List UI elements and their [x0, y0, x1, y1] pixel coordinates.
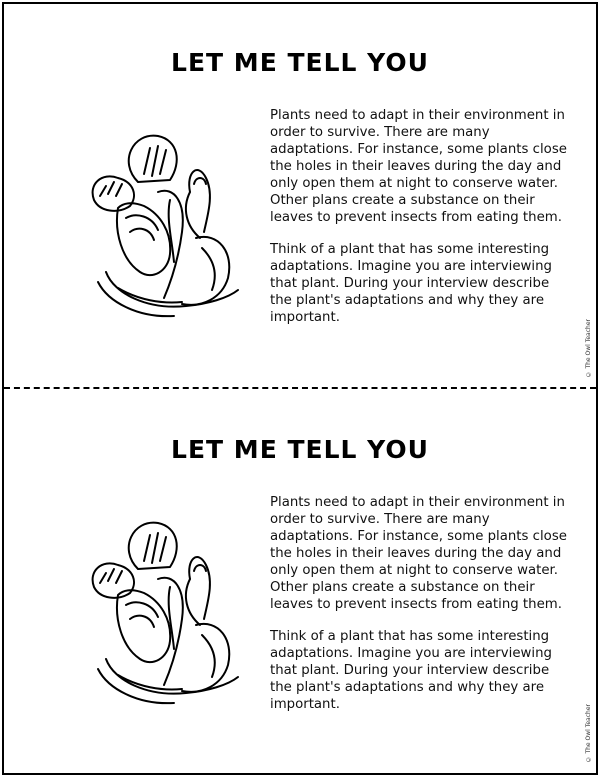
copyright-credit: © The Owl Teacher	[585, 319, 592, 378]
prompt-card-bottom	[4, 391, 596, 774]
card-paragraph-intro: Plants need to adapt in their environment in order to survive. There are many adaptations. For instance, some plants close the holes in their leaves during the day and only open them at night to conserve water. Other plans create a substance on their leaves to prevent insects from eating them.	[270, 108, 567, 225]
worksheet-page	[2, 2, 598, 775]
plant-illustration-icon	[78, 509, 248, 709]
card-paragraph-task: Think of a plant that has some interesting adaptations. Imagine you are interviewing that plant. During your interview describe the plant's adaptations and why they are important.	[270, 242, 552, 325]
card-paragraph-intro: Plants need to adapt in their environment in order to survive. There are many adaptations. For instance, some plants close the holes in their leaves during the day and only open them at night to conserve water. Other plans create a substance on their leaves to prevent insects from eating them.	[270, 495, 567, 612]
card-body	[270, 494, 570, 728]
card-title: LET ME TELL YOU	[171, 435, 429, 464]
card-body	[270, 107, 570, 341]
prompt-card-top	[4, 4, 596, 387]
copyright-credit: © The Owl Teacher	[585, 704, 592, 763]
card-paragraph-task: Think of a plant that has some interesting adaptations. Imagine you are interviewing that plant. During your interview describe the plant's adaptations and why they are important.	[270, 629, 552, 712]
card-title: LET ME TELL YOU	[171, 48, 429, 77]
cut-line-divider	[4, 387, 596, 389]
plant-illustration-icon	[78, 122, 248, 322]
